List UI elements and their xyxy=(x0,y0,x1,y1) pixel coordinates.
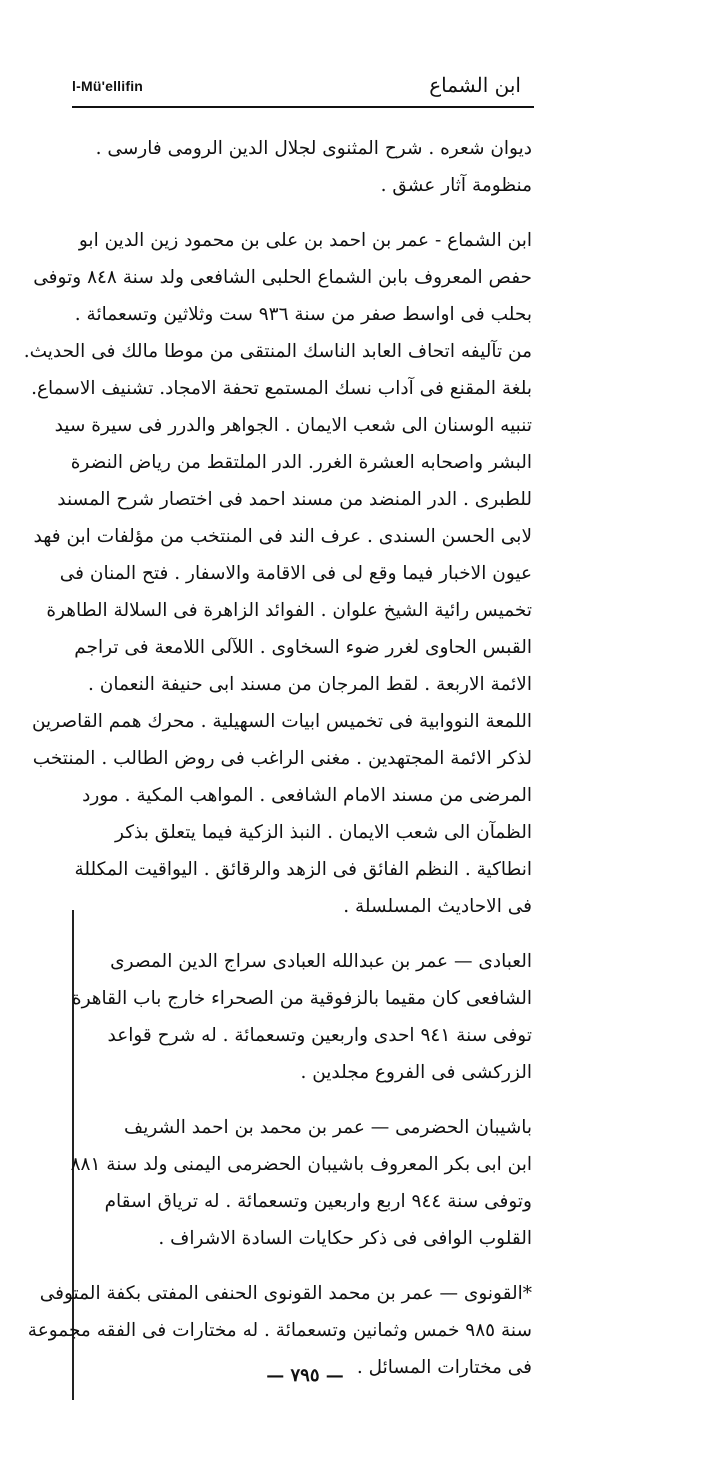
text-line: فى مختارات المسائل . xyxy=(356,1357,532,1378)
paragraph-gap xyxy=(80,1257,532,1275)
text-line: وتوفى سنة ٩٤٤ اربع واربعين وتسعمائة . له ترياق اسقام xyxy=(104,1191,532,1212)
text-line: سنة ٩٨٥ خمس وثمانين وتسعمائة . له مختارات فى الفقه مجموعة xyxy=(27,1320,532,1341)
text-line: اللمعة النووابية فى تخميس ابيات السهيلية . محرك همم القاصرين xyxy=(31,711,532,732)
text-line: من تآليفه اتحاف العابد الناسك المنتقى من موطا مالك فى الحديث. xyxy=(23,341,532,362)
text-line: منظومة آثار عشق . xyxy=(380,175,532,196)
running-header-right: ابن الشماع xyxy=(429,73,521,97)
text-line: حفص المعروف بابن الشماع الحلبى الشافعى ولد سنة ٨٤٨ وتوفى xyxy=(33,267,532,288)
text-line: عيون الاخبار فيما وقع لى فى الاقامة والاسفار . فتح المنان فى xyxy=(59,563,532,584)
text-line: العبادى — عمر بن عبدالله العبادى سراج الدين المصرى xyxy=(110,951,532,972)
text-line: انطاكية . النظم الفائق فى الزهد والرقائق . اليواقيت المكللة xyxy=(74,859,532,880)
text-line: تنبيه الوسنان الى شعب الايمان . الجواهر والدرر فى سيرة سيد xyxy=(54,415,532,436)
text-line: باشيبان الحضرمى — عمر بن محمد بن احمد الشريف xyxy=(124,1117,532,1138)
text-line: الظمآن الى شعب الايمان . النبذ الزكية فيما يتعلق بذكر xyxy=(114,822,532,843)
text-line: بحلب فى اواسط صفر من سنة ٩٣٦ ست وثلاثين وتسعمائة . xyxy=(74,304,532,325)
text-line: لذكر الائمة المجتهدين . مغنى الراغب فى روض الطالب . المنتخب xyxy=(32,748,532,769)
paragraph-gap xyxy=(80,204,532,222)
text-line: المرضى من مسند الامام الشافعى . المواهب المكية . مورد xyxy=(82,785,532,806)
paragraph xyxy=(23,222,532,925)
page-number: — ٧٩٥ — xyxy=(266,1365,344,1386)
paragraph-gap xyxy=(80,925,532,943)
text-line: لابى الحسن السندى . عرف الند فى المنتخب من مؤلفات ابن فهد xyxy=(33,526,532,547)
text-line: ديوان شعره . شرح المثنوى لجلال الدين الرومى فارسى . xyxy=(95,138,532,159)
text-line: الائمة الاربعة . لقط المرجان من مسند ابى حنيفة النعمان . xyxy=(87,674,532,695)
text-line: بلغة المقنع فى آداب نسك المستمع تحفة الامجاد. تشنيف الاسماع. xyxy=(31,378,532,399)
text-line: فى الاحاديث المسلسلة . xyxy=(343,896,532,917)
text-line: الشافعى كان مقيما بالزفوقية من الصحراء خارج باب القاهرة xyxy=(71,988,532,1009)
header-rule xyxy=(72,106,534,108)
text-line: ابن ابى بكر المعروف باشيبان الحضرمى اليمنى ولد سنة ٨٨١ xyxy=(70,1154,532,1175)
paragraph-gap xyxy=(80,1091,532,1109)
paragraph xyxy=(80,130,532,204)
paragraph xyxy=(71,943,532,1091)
text-line: البشر واصحابه العشرة الغرر. الدر الملتقط من رياض النضرة xyxy=(70,452,532,473)
running-header-left: l-Mü'ellifin xyxy=(72,78,144,94)
text-line: *القونوى — عمر بن محمد القونوى الحنفى المفتى بكفة المتوفى xyxy=(39,1283,532,1304)
text-line: توفى سنة ٩٤١ احدى واربعين وتسعمائة . له شرح قواعد xyxy=(107,1025,532,1046)
text-line: القبس الحاوى لغرر ضوء السخاوى . اللآلى اللامعة فى تراجم xyxy=(74,637,532,658)
page-body xyxy=(23,130,532,1386)
text-line: تخميس رائية الشيخ علوان . الفوائد الزاهرة فى السلالة الطاهرة xyxy=(46,600,532,621)
paragraph xyxy=(70,1109,532,1257)
text-line: للطبرى . الدر المنضد من مسند احمد فى اختصار شرح المسند xyxy=(57,489,532,510)
text-line: الزركشى فى الفروع مجلدين . xyxy=(300,1062,532,1083)
text-line: القلوب الوافى فى ذكر حكايات السادة الاشراف . xyxy=(158,1228,532,1249)
text-line: ابن الشماع - عمر بن احمد بن على بن محمود زين الدين ابو xyxy=(78,230,532,251)
